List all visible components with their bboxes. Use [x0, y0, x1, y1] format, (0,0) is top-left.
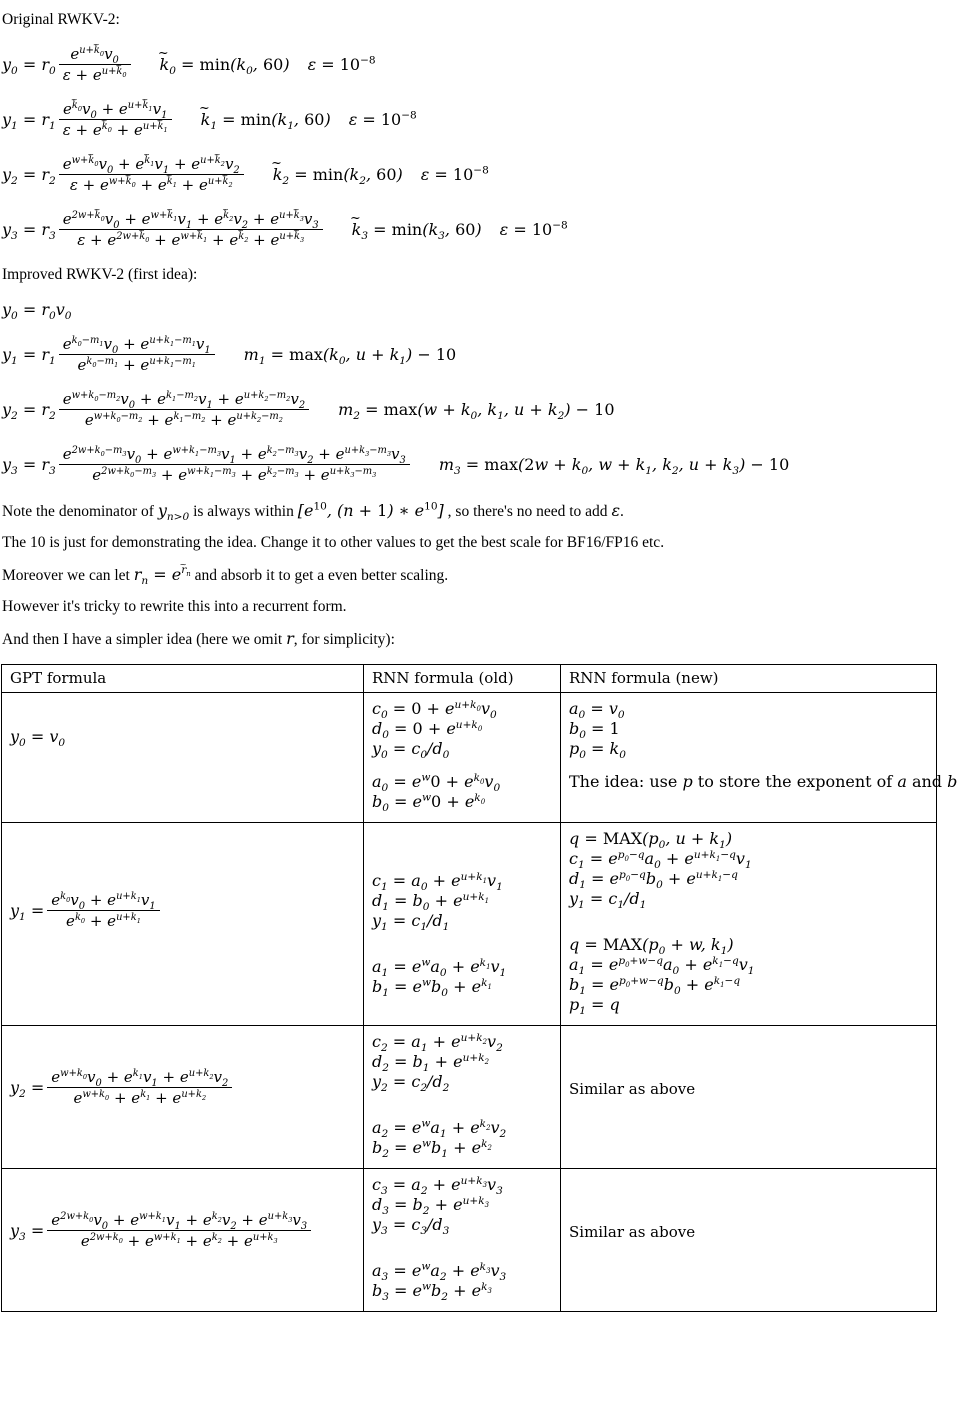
rnn-old-lines-1	[372, 829, 552, 1000]
rnn-line: $y_1 = c_1/d_1$	[569, 889, 647, 912]
equation-fraction	[59, 210, 323, 249]
cell-gpt-formula-1	[2, 823, 364, 1026]
fraction-numerator: $e^{2w+k_0-m_3}v_0 + e^{w+k_1-m_3}v_1 + e^{k_2-m_3}v_2 + e^{u+k_3-m_3}v_3$	[59, 445, 410, 465]
equation-condition: $m_1 = \max(k_0$, $u + k_1) - 10$	[243, 344, 457, 368]
column-header-rnn-new: RNN formula (new)	[561, 665, 937, 693]
rnn-line-blank	[372, 944, 552, 956]
rnn-line: $b_0 = 1$	[569, 719, 620, 742]
equation-lhs: $y_0 = r_0v_0$	[2, 299, 72, 323]
rnn-line: $b_1 = e^wb_0 + e^{k_1}$	[372, 977, 492, 1000]
table-row	[2, 1026, 937, 1169]
fraction-numerator: $e^{2w+k_0}v_0 + e^{w+k_1}v_1 + e^{k_2}v_2 + e^{u+k_3}v_3$	[47, 1211, 311, 1231]
fraction-denominator: $e^{2w+k_0-m_3} + e^{w+k_1-m_3} + e^{k_2-m_3} + e^{u+k_3-m_3}$	[92, 465, 377, 484]
fraction-numerator: $e^{u+k_0}v_0$	[59, 45, 131, 65]
rnn-old-lines-2	[372, 1032, 552, 1161]
equation-original-0	[2, 45, 888, 84]
fraction-numerator: $e^{k_0}v_0 + e^{u+k_1}v_1$	[59, 100, 172, 120]
equation-original-3	[2, 210, 888, 249]
rnn-line-blank	[372, 1105, 552, 1117]
rnn-line: $b_0 = e^w0 + e^{k_0}$	[372, 792, 486, 815]
rnn-new-text-3: Similar as above	[569, 1223, 696, 1242]
equation-lhs: $y_1 = r_1$	[2, 344, 56, 368]
rnn-line-blank	[372, 1248, 552, 1260]
rnn-line: $y_1 = c_1/d_1$	[372, 911, 450, 934]
equation-lhs: $y_2 = r_2$	[2, 399, 56, 423]
cell-rnn-old-3	[364, 1169, 561, 1312]
cell-gpt-formula-3	[2, 1169, 364, 1312]
formula-table	[1, 664, 957, 1312]
equation-condition: $m_3 = \max(2w + k_0$, $w + k_1$, $k_2$, $u + k_3) - 10$	[438, 454, 790, 478]
rnn-line: $a_0 = e^w0 + e^{k_0}v_0$	[372, 772, 501, 795]
rnn-line: $y_0 = c_0/d_0$	[372, 739, 450, 762]
cell-rnn-new-0	[561, 693, 957, 823]
cell-rnn-old-1	[364, 823, 561, 1026]
table-row	[2, 1169, 937, 1312]
cell-rnn-new-3	[561, 1169, 937, 1312]
rnn-line-blank	[372, 1092, 552, 1104]
equation-lhs: $y_2 = r_2$	[2, 164, 56, 188]
table-row	[2, 693, 937, 823]
rnn-line-blank	[372, 1235, 552, 1247]
rnn-line: $a_1 = e^wa_0 + e^{k_1}v_1$	[372, 957, 507, 980]
rnn-line: $d_3 = b_2 + e^{u+k_3}$	[372, 1195, 490, 1218]
fraction-denominator: $e^{2w+k_0} + e^{w+k_1} + e^{k_2} + e^{u+k_3}$	[80, 1232, 278, 1251]
rnn-new-lines-0	[569, 699, 957, 792]
fraction-denominator: $\varepsilon + e^{k_0} + e^{u+k_1}$	[62, 120, 168, 139]
table-header-row	[2, 665, 937, 693]
equation-improved-2	[2, 390, 888, 429]
rnn-line: $c_1 = a_0 + e^{u+k_1}v_1$	[372, 871, 503, 894]
rnn-line: $c_2 = a_1 + e^{u+k_2}v_2$	[372, 1032, 503, 1055]
fraction-denominator: $\varepsilon + e^{u+k_0}$	[62, 65, 127, 84]
equation-condition: ~ $k_3 = \min(k_3$, 60)	[352, 220, 482, 239]
rnn-line: $q = MAX(p_0$, $u + k_1$)	[569, 829, 733, 852]
equation-lhs: $y_3 = r_3$	[2, 454, 56, 478]
rnn-old-lines-3	[372, 1175, 552, 1304]
rnn-line: $b_3 = e^wb_2 + e^{k_3}$	[372, 1281, 492, 1304]
equation-improved-3	[2, 445, 888, 484]
equation-condition: ~ $k_2 = \min(k_2$, 60)	[273, 165, 403, 184]
rnn-old-lines-0	[372, 699, 552, 815]
equation-condition: $m_2 = \max(w + k_0$, $k_1$, $u + k_2) - 10$	[338, 399, 615, 423]
fraction-denominator: $e^{w+k_0} + e^{k_1} + e^{u+k_2}$	[73, 1089, 207, 1108]
cell-gpt-formula-2	[2, 1026, 364, 1169]
fraction-denominator: $\varepsilon + e^{2w+k_0} + e^{w+k_1} + e^{k_2} + e^{u+k_3}$	[77, 230, 305, 249]
column-header-rnn-old: RNN formula (old)	[364, 665, 561, 693]
note-scale: The 10 is just for demonstrating the idea. Change it to other values to get the best scale for BF16/FP16 etc.	[2, 533, 665, 551]
rnn-new-lines-1	[569, 829, 928, 1018]
cell-rnn-old-0	[364, 693, 561, 823]
rnn-line: $a_2 = e^wa_1 + e^{k_2}v_2$	[372, 1118, 507, 1141]
fraction-denominator: $e^{k_0-m_1} + e^{u+k_1-m_1}$	[77, 355, 196, 374]
cell-rnn-new-1	[561, 823, 937, 1026]
rnn-line: $c_1 = e^{p_0-q}a_0 + e^{u+k_1-q}v_1$	[569, 849, 752, 872]
rnn-line: $a_1 = e^{p_0+w-q}a_0 + e^{k_1-q}v_1$	[569, 955, 755, 978]
equation-epsilon: $\varepsilon = 10^{-8}$	[348, 109, 417, 129]
equation-epsilon: $\varepsilon = 10^{-8}$	[307, 54, 376, 74]
rnn-idea-note: The idea: use p to store the exponent of a and b	[569, 772, 957, 792]
gpt-formula-y1: $y_1$ = $\frac{e^{k_0}v_0 + e^{u+k_1}v_1}{e^{k_0} + e^{u+k_1}}$	[10, 829, 355, 930]
rnn-line: $y_2 = c_2/d_2$	[372, 1072, 450, 1095]
table-row	[2, 823, 937, 1026]
equation-fraction	[59, 100, 172, 139]
equation-fraction	[59, 335, 215, 374]
cell-gpt-formula-0	[2, 693, 364, 823]
fraction-denominator: $e^{w+k_0-m_2} + e^{k_1-m_2} + e^{u+k_2-m_2}$	[84, 410, 283, 429]
rnn-line: $a_3 = e^wa_2 + e^{k_3}v_3$	[372, 1261, 507, 1284]
heading-improved: Improved RWKV-2 (first idea):	[2, 265, 198, 283]
equation-fraction	[59, 390, 309, 429]
equation-condition: ~ $k_1 = \min(k_1$, 60)	[201, 110, 331, 129]
gpt-formula-y3: $y_3$ = $\frac{e^{2w+k_0}v_0 + e^{w+k_1}v_1 + e^{k_2}v_2 + e^{u+k_3}v_3}{e^{2w+k_0} + e^{w+k_1} + e^{k_2} + e^{u+k_3}}$	[10, 1175, 355, 1250]
fraction-numerator: $e^{2w+k_0}v_0 + e^{w+k_1}v_1 + e^{k_2}v_2 + e^{u+k_3}v_3$	[59, 210, 323, 230]
rnn-line: $d_2 = b_1 + e^{u+k_2}$	[372, 1052, 490, 1075]
note-recurrent: However it's tricky to rewrite this into a recurrent form.	[2, 597, 347, 615]
equation-condition: ~ $k_0 = \min(k_0$, 60)	[160, 55, 290, 74]
fraction-numerator: $e^{k_0-m_1}v_0 + e^{u+k_1-m_1}v_1$	[59, 335, 215, 355]
gpt-formula-y0: $y_0 = v_0$	[10, 727, 66, 750]
rnn-line: $q = MAX(p_0 + w$, $k_1$)	[569, 935, 734, 958]
rnn-line: $a_0 = v_0$	[569, 699, 625, 722]
rnn-line: $p_1 = q$	[569, 995, 620, 1018]
fraction-numerator: $e^{w+k_0}v_0 + e^{k_1}v_1 + e^{u+k_2}v_2$	[59, 155, 244, 175]
note-denominator: Note the denominator of $y_{n>0}$ is always within [$e^{10}$, (n + 1) ∗ $e^{10}$] , so there's no need to add ε.	[2, 500, 624, 524]
equation-original-2	[2, 155, 888, 194]
rnn-line-blank	[372, 759, 552, 771]
fraction-numerator: $e^{w+k_0}v_0 + e^{k_1}v_1 + e^{u+k_2}v_2$	[47, 1068, 232, 1088]
rnn-line: $d_1 = e^{p_0-q}b_0 + e^{u+k_1-q}$	[569, 869, 738, 892]
rnn-line-blank	[372, 931, 552, 943]
rnn-line: $p_0 = k_0$	[569, 739, 626, 762]
equation-fraction	[59, 155, 244, 194]
equation-fraction	[59, 445, 410, 484]
equation-lhs: $y_1 = r_1$	[2, 109, 56, 133]
heading-original: Original RWKV-2:	[2, 11, 120, 28]
note-scaling: Moreover we can let $r_n = e^{r_n}$ and absorb it to get a even better scaling.	[2, 564, 449, 587]
gpt-formula-y2: $y_2$ = $\frac{e^{w+k_0}v_0 + e^{k_1}v_1 + e^{u+k_2}v_2}{e^{w+k_0} + e^{k_1} + e^{u+k_2}}$	[10, 1032, 355, 1107]
equation-lhs: $y_3 = r_3$	[2, 219, 56, 243]
cell-rnn-new-2	[561, 1026, 937, 1169]
rnn-line: $c_3 = a_2 + e^{u+k_3}v_3$	[372, 1175, 503, 1198]
fraction-denominator: $\varepsilon + e^{w+k_0} + e^{k_1} + e^{u+k_2}$	[69, 175, 233, 194]
fraction-denominator: $e^{k_0} + e^{u+k_1}$	[66, 912, 141, 931]
equation-original-1	[2, 100, 888, 139]
equation-epsilon: $\varepsilon = 10^{-8}$	[420, 164, 489, 184]
rnn-line: $b_1 = e^{p_0+w-q}b_0 + e^{k_1-q}$	[569, 975, 741, 998]
rnn-line: $b_2 = e^wb_1 + e^{k_2}$	[372, 1138, 492, 1161]
equation-improved-0	[2, 299, 888, 323]
rnn-line: $c_0 = 0 + e^{u+k_0}v_0$	[372, 699, 497, 722]
rnn-line-blank	[569, 922, 928, 934]
equation-improved-1	[2, 335, 888, 374]
equation-epsilon: $\varepsilon = 10^{-8}$	[499, 219, 568, 239]
rnn-new-text-2: Similar as above	[569, 1080, 696, 1099]
rnn-line: $d_0 = 0 + e^{u+k_0}$	[372, 719, 483, 742]
column-header-gpt: GPT formula	[2, 665, 364, 693]
fraction-numerator: $e^{w+k_0-m_2}v_0 + e^{k_1-m_2}v_1 + e^{u+k_2-m_2}v_2$	[59, 390, 309, 410]
rnn-line: $y_3 = c_3/d_3$	[372, 1215, 450, 1238]
equation-lhs: $y_0 = r_0$	[2, 54, 56, 78]
equation-fraction	[59, 45, 131, 84]
rnn-line: $d_1 = b_0 + e^{u+k_1}$	[372, 891, 490, 914]
note-simpler-idea: And then I have a simpler idea (here we omit r, for simplicity):	[2, 628, 395, 648]
fraction-numerator: $e^{k_0}v_0 + e^{u+k_1}v_1$	[47, 891, 159, 911]
cell-rnn-old-2	[364, 1026, 561, 1169]
